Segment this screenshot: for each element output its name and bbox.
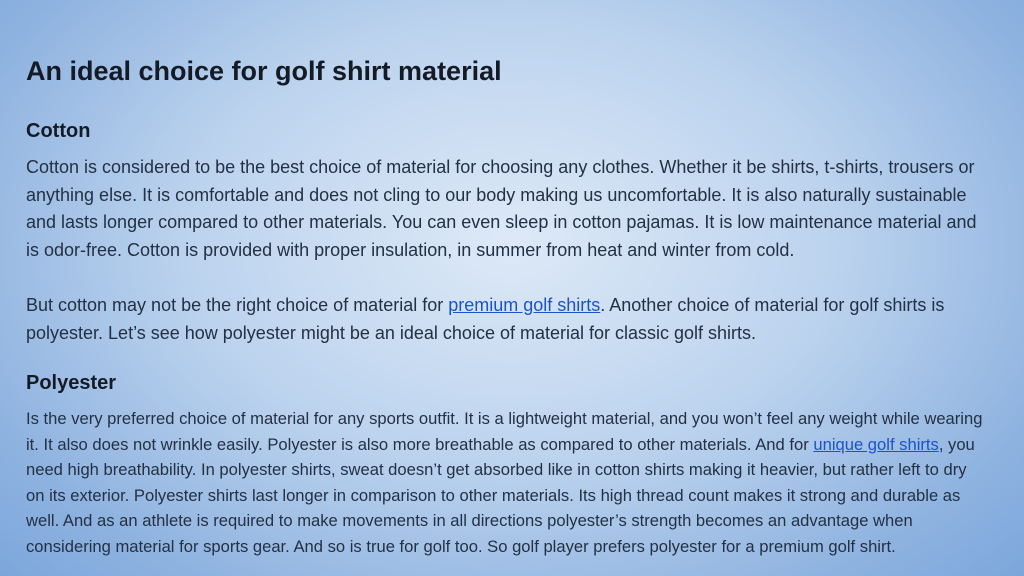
cotton-followup-paragraph <box>26 292 984 347</box>
unique-golf-shirts-link[interactable]: unique golf shirts <box>813 434 939 454</box>
cotton-followup-text-end: . Another choice of material for golf shirts is polyester. Let’s see how polyester might be an ideal choice of material for classic golf shirts. <box>26 295 945 343</box>
cotton-paragraph: Cotton is considered to be the best choice of material for choosing any clothes. Whether it be shirts, t-shirts, trousers or anything else. It is comfortable and does not cling to our body making us uncomfortable. It is also naturally sustainable and lasts longer compared to other materials. You can even sleep in cotton pajamas. It is low maintenance material and is odor-free. Cotton is provided with proper insulation, in summer from heat and winter from cold. <box>26 157 977 260</box>
polyester-heading: Polyester <box>26 372 117 394</box>
polyester-paragraph <box>26 406 984 559</box>
premium-golf-shirts-link[interactable]: premium golf shirts <box>448 295 601 315</box>
cotton-followup-text-start: But cotton may not be the right choice of material for <box>26 295 449 315</box>
polyester-text-end: , you need high breathability. In polyester shirts, sweat doesn’t get absorbed like in cotton shirts making it heavier, but rather left to dry on its exterior. Polyester shirts last longer in comparison to other materials. Its high thread count makes it strong and durable as well. And as an athlete is required to make movements in all directions polyester’s strength becomes an advantage when considering material for sports gear. And so is true for golf too. So golf player prefers polyester for a premium golf shirt. <box>26 434 975 556</box>
cotton-heading: Cotton <box>26 120 91 142</box>
slide <box>26 0 986 576</box>
page-title: An ideal choice for golf shirt material <box>26 56 502 86</box>
polyester-text-start: Is the very preferred choice of material for any sports outfit. It is a lightweight material, and you won’t feel any weight while wearing it. It also does not wrinkle easily. Polyester is also more breathable as compared to other materials. And for <box>26 409 983 454</box>
